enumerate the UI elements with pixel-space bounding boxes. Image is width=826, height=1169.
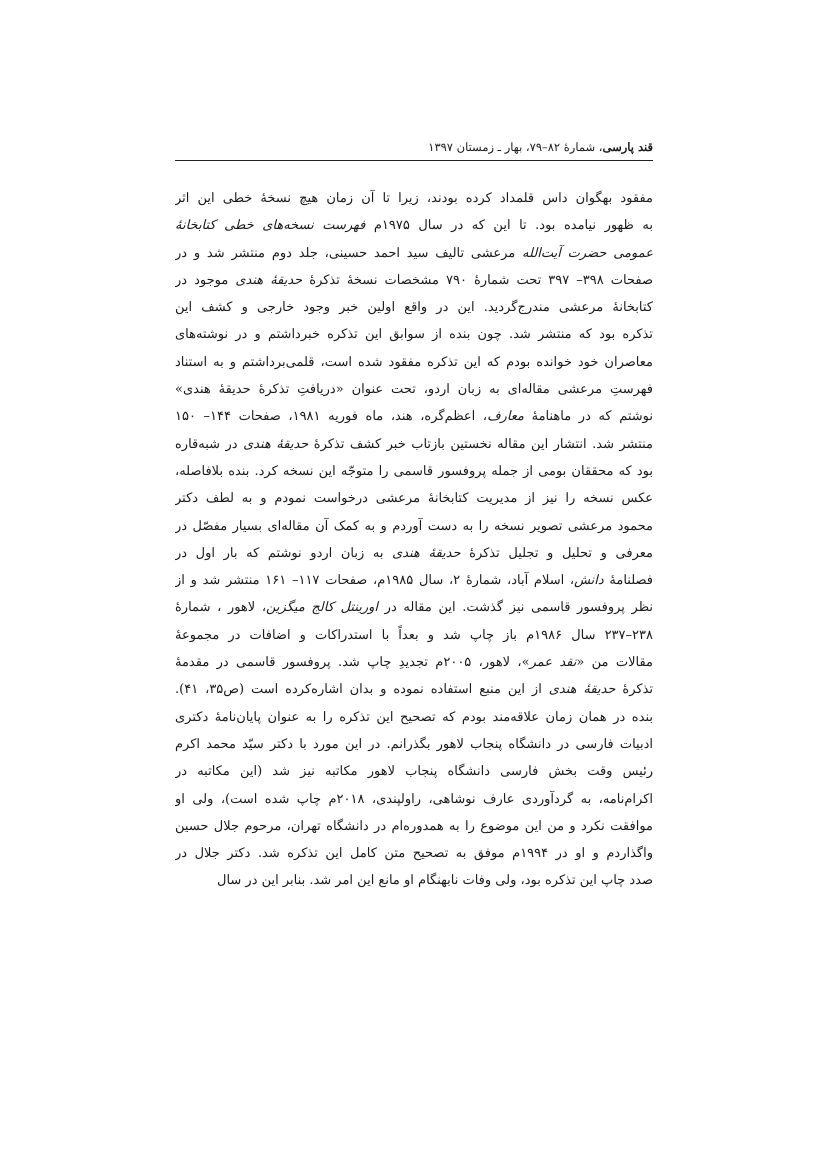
text-line	[175, 240, 653, 267]
text-line	[175, 676, 653, 703]
italic-title: عمومی حضرت آیت‌الله	[522, 245, 653, 261]
page-content	[175, 138, 653, 895]
issue-info: ، شمارهٔ ۸۲–۷۹، بهار ـ زمستان ۱۳۹۷	[428, 140, 603, 154]
text-segment: موافقت نکرد و من این موضوع را به همدوره‌ام در دانشگاه تهران، مرحوم جلال حسین	[175, 818, 653, 834]
text-line	[175, 294, 653, 321]
text-segment: رئیس وقت بخش فارسی دانشگاه پنجاب لاهور مکاتبه نیز شد (این مکاتبه در	[175, 764, 653, 780]
text-line	[175, 321, 653, 348]
text-line	[175, 376, 653, 403]
text-segment: اکرام‌نامه، به گردآوردی عارف نوشاهی، راولپندی، ۲۰۱۸م چاپ شده است)، ولی او	[175, 791, 653, 807]
text-line	[175, 185, 653, 212]
text-line	[175, 840, 653, 867]
text-segment: فصلنامهٔ	[603, 573, 653, 589]
text-line	[175, 594, 653, 621]
text-segment: موجود در	[175, 272, 236, 288]
body-text	[175, 185, 653, 895]
text-segment: صدد چاپ این تذکره بود، ولی وفات نابهنگام او مانع این امر شد. بنابر این در سال	[217, 873, 653, 889]
text-line	[175, 704, 653, 731]
italic-title: معارف	[487, 409, 525, 425]
journal-title: قند پارسی	[602, 140, 653, 154]
italic-title: حدیقهٔ هندی	[548, 682, 616, 698]
text-line	[175, 349, 653, 376]
text-segment: تذکرهٔ	[615, 682, 653, 698]
text-segment: مرعشی تالیف سید احمد حسینی، جلد دوم منتشر شد و در	[175, 245, 523, 261]
text-line	[175, 540, 653, 567]
text-segment: به ظهور نیامده بود. تا این که در سال ۱۹۷۵م	[365, 218, 653, 234]
text-segment: مقالات من «	[576, 655, 653, 671]
text-line	[175, 813, 653, 840]
text-line	[175, 403, 653, 430]
text-line	[175, 267, 653, 294]
italic-title: فهرست نسخه‌های خطی کتابخانهٔ	[175, 218, 366, 234]
italic-title: حدیقهٔ هندی	[243, 436, 309, 452]
text-segment: ، اسلام آباد، شمارهٔ ۲، سال ۱۹۸۵م، صفحات ۱۱۷– ۱۶۱ منتشر شد و از	[175, 573, 575, 589]
text-segment: منتشر شد. انتشار این مقاله نخستین بازتاب خبر کشف تذکرهٔ	[308, 436, 653, 452]
text-segment: ادبیات فارسی در دانشگاه پنجاب لاهور بگذرانم. در این مورد با دکتر سیّد محمد اکرم	[175, 736, 653, 752]
text-segment: مفقود بهگوان داس قلمداد کرده بودند، زیرا تا آن زمان هیچ نسخهٔ خطی این اثر	[175, 191, 653, 206]
text-segment: تذکره بود که منتشر شد. چون بنده از سوابق این تذکره خبرداشتم و در نوشته‌های	[175, 327, 653, 343]
text-segment: معاصران خود خوانده بودم که این تذکره مفقود شده است، قلمی‌برداشتم و به استناد	[175, 354, 653, 370]
text-segment: عکس نسخه را نیز از مدیریت کتابخانهٔ مرعشی درخواست نمودم و به لطف دکتر	[175, 491, 653, 507]
text-segment: فهرستِ مرعشی مقاله‌ای به زبان اردو، تحت عنوان «دریافتِ تذکرهٔ حدیقهٔ هندی»	[175, 382, 653, 398]
text-segment: صفحات ۳۹۸– ۳۹۷ تحت شمارهٔ ۷۹۰ مشخصات نسخهٔ تذکرهٔ	[302, 272, 653, 288]
text-line	[175, 485, 653, 512]
text-line	[175, 731, 653, 758]
text-line	[175, 649, 653, 676]
text-line	[175, 431, 653, 458]
text-line	[175, 212, 653, 239]
italic-title: حدیقهٔ هندی	[235, 272, 303, 288]
text-segment: محمود مرعشی تصویر نسخه را به دست آوردم و به کمک آن مقاله‌ای بسیار مفصّل در	[175, 518, 653, 534]
text-segment: »، لاهور، ۲۰۰۵م تجدیدِ چاپ شد. پروفسور قاسمی در مقدمهٔ	[175, 655, 530, 671]
italic-title: حدیقهٔ هندی	[392, 545, 461, 561]
text-line	[175, 458, 653, 485]
text-segment: در شبه‌قاره	[175, 436, 244, 452]
text-line	[175, 867, 653, 894]
text-line	[175, 758, 653, 785]
text-segment: بنده در همان زمان علاقه‌مند بودم که تصحیح این تذکره را به عنوان پایان‌نامهٔ دکتری	[175, 709, 653, 725]
italic-title: دانش	[574, 573, 604, 589]
italic-title: نقد عمر	[529, 655, 577, 671]
text-segment: نظر پروفسور قاسمی نیز گذشت. این مقاله در	[378, 600, 653, 616]
running-head	[175, 138, 653, 161]
text-segment: ، لاهور ، شمارهٔ	[175, 600, 267, 616]
text-segment: ۲۳۸–۲۳۷ سال ۱۹۸۶م باز چاپ شد و بعداً با استدراکات و اضافات در مجموعهٔ	[175, 627, 653, 643]
italic-title: اورینتل کالج میگزین	[266, 600, 379, 616]
text-line	[175, 513, 653, 540]
text-segment: بود که محققان بومی از جمله پروفسور قاسمی را متوجّه این نسخه کرد. بنده بلافاصله،	[175, 463, 653, 479]
text-segment: واگذاردم و او در ۱۹۹۴م موفق به تصحیح متن کامل این تذکره شد. دکتر جلال در	[175, 846, 653, 862]
text-segment: ، اعظم‌گره، هند، ماه فوریه ۱۹۸۱، صفحات ۱۴۴– ۱۵۰	[175, 409, 488, 425]
text-segment: از این منبع استفاده نموده و بدان اشاره‌کرده است (ص۳۵، ۴۱).	[175, 682, 549, 698]
text-segment: به زبان اردو نوشتم که بار اول در	[175, 545, 393, 561]
text-segment: کتابخانهٔ مرعشی مندرج‌گردید. این در واقع اولین خبر وجود خارجی و کشف این	[175, 300, 653, 316]
text-segment: نوشتم که در ماهنامهٔ	[524, 409, 653, 425]
text-line	[175, 786, 653, 813]
text-line	[175, 567, 653, 594]
text-segment: معرفی و تحلیل و تجلیل تذکرهٔ	[460, 545, 653, 561]
text-line	[175, 622, 653, 649]
